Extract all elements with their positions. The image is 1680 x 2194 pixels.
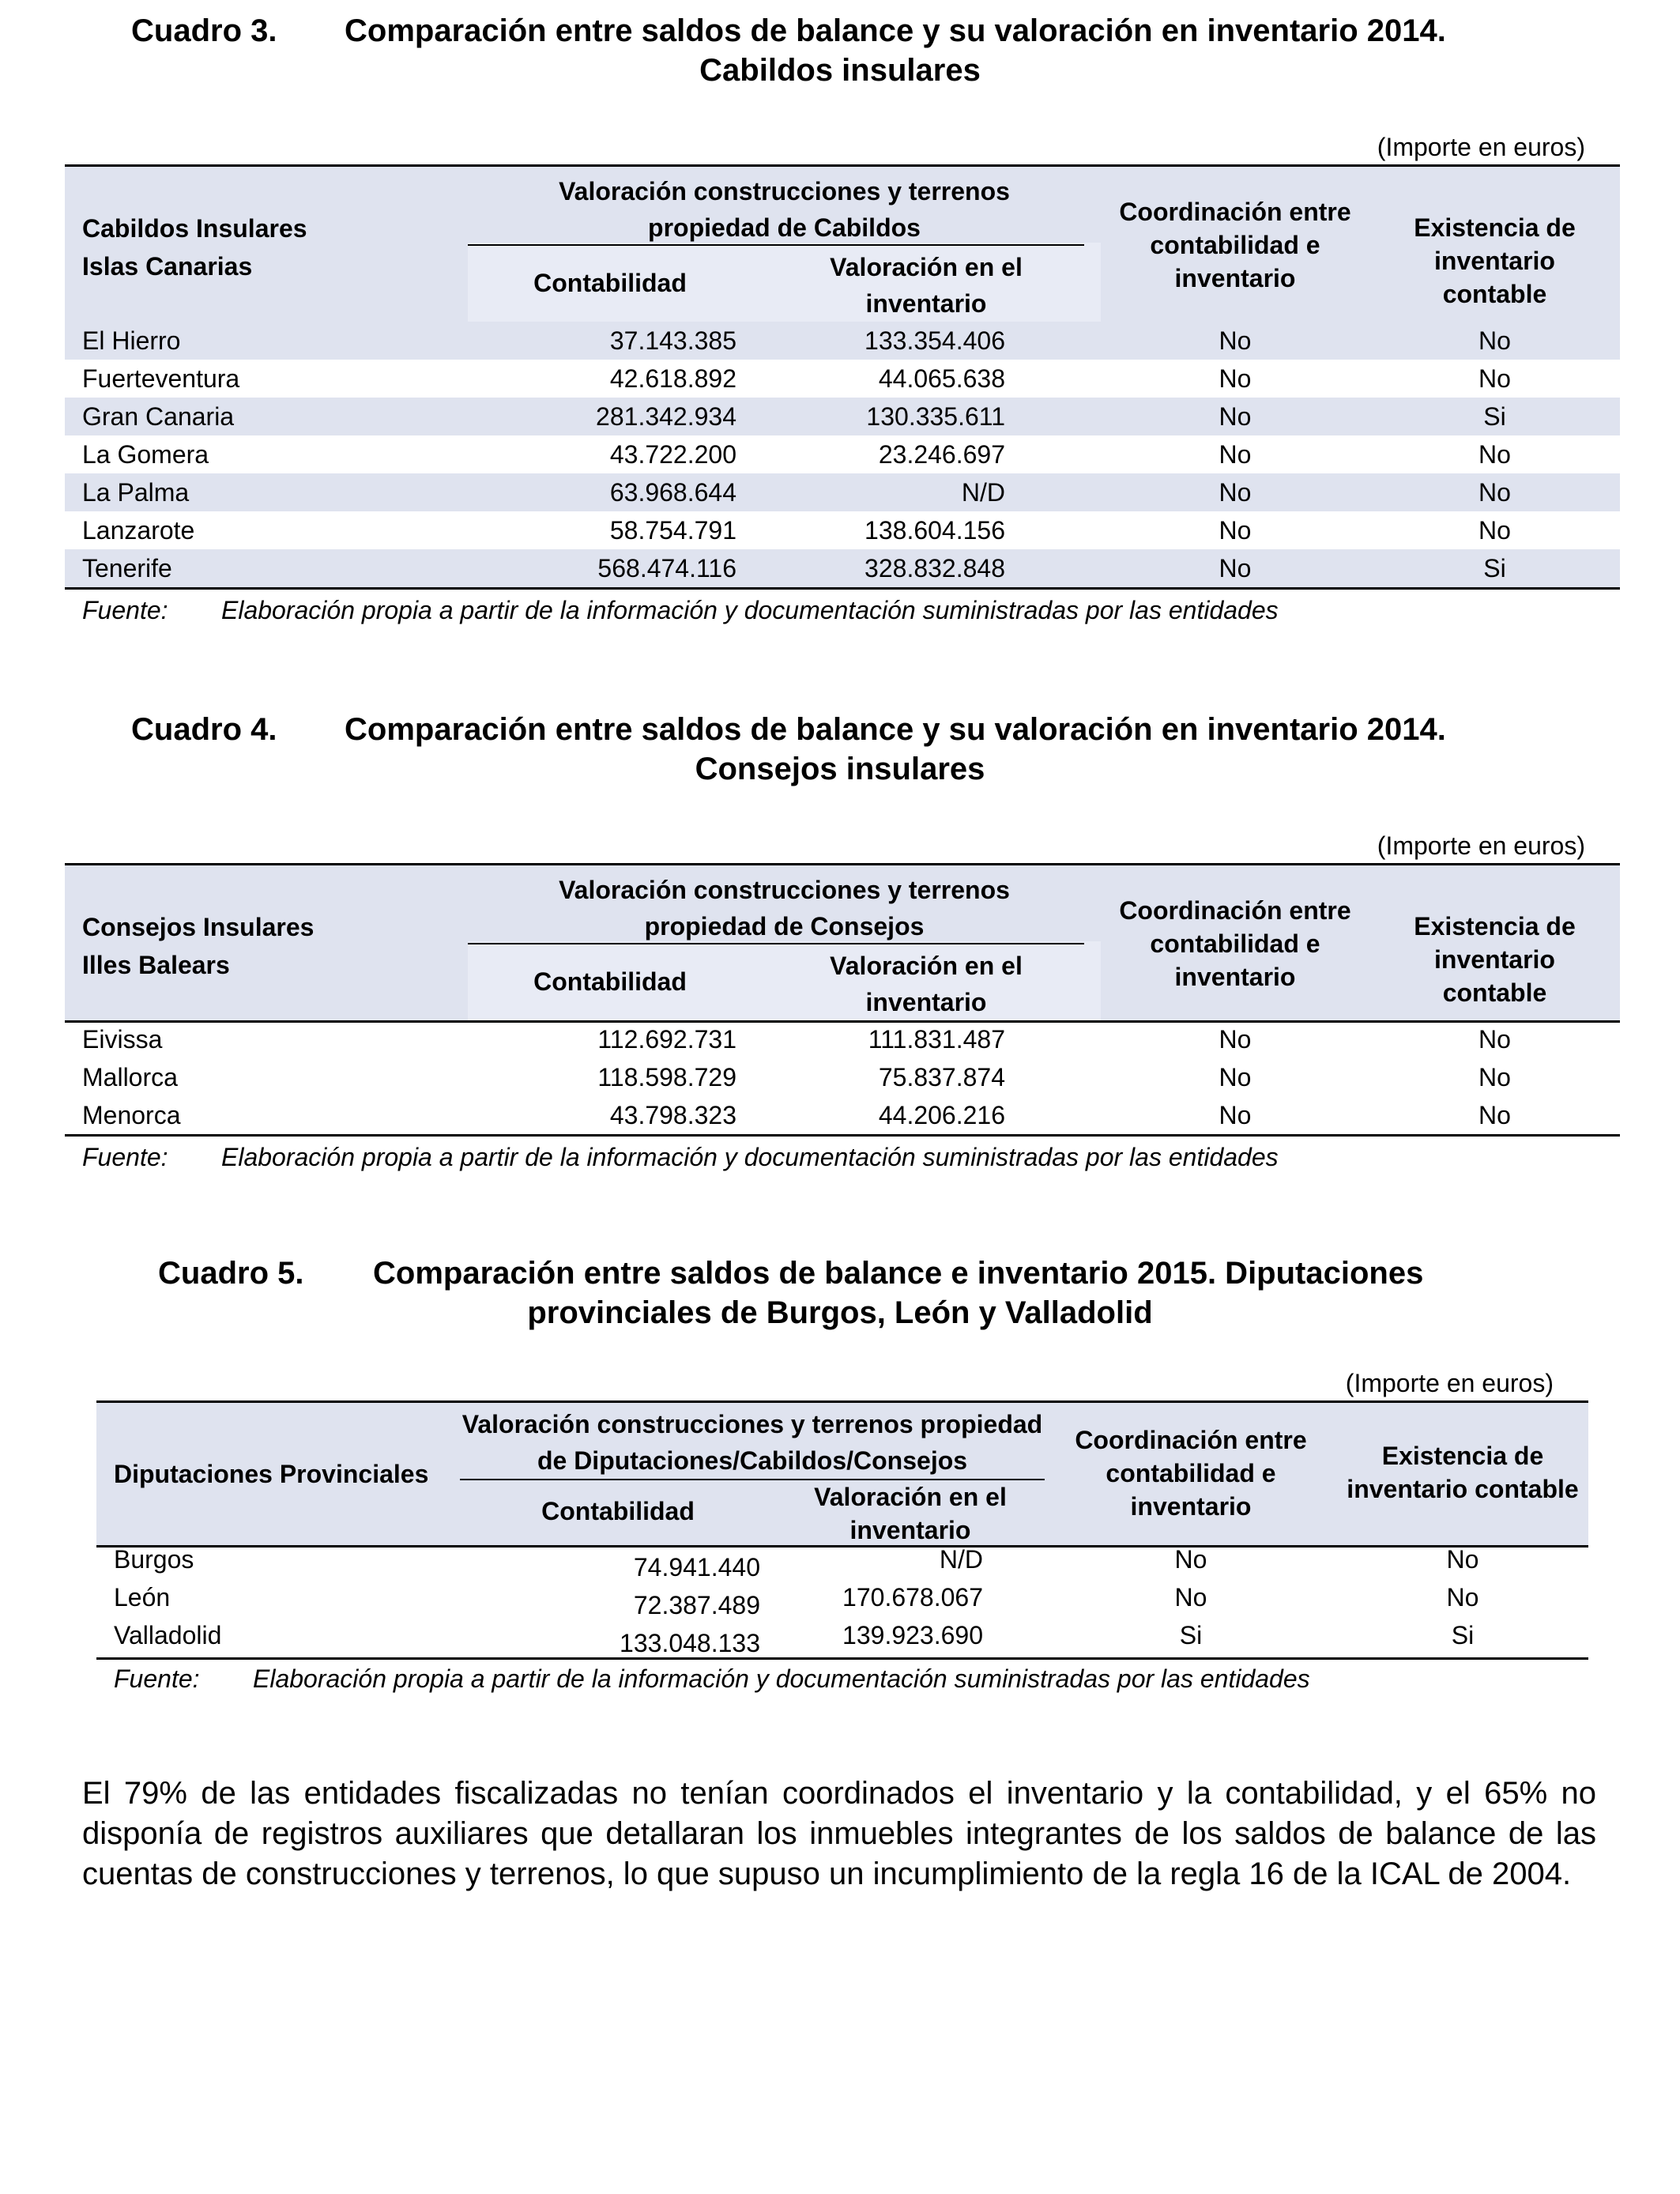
table-3-header — [65, 164, 1620, 324]
source-text: Elaboración propia a partir de la información y documentación suministradas por las entidades — [221, 596, 1279, 624]
table-3-title-line2: Cabildos insulares — [699, 53, 981, 88]
table-4-group-header: Valoración construcciones y terrenos propiedad de Consejos — [559, 876, 1010, 941]
row-coordinacion: No — [1174, 1583, 1207, 1612]
row-name: La Palma — [82, 478, 190, 507]
row-existencia: No — [1478, 1063, 1511, 1091]
row-valoracion: 44.206.216 — [878, 1101, 1005, 1129]
row-contabilidad: 74.941.440 — [633, 1553, 760, 1581]
row-valoracion: 111.831.487 — [868, 1025, 1005, 1054]
row-name: Burgos — [114, 1545, 194, 1574]
table-row — [65, 435, 1620, 473]
row-existencia: Si — [1483, 554, 1506, 582]
table-row — [96, 1621, 1588, 1659]
row-existencia: No — [1478, 1025, 1511, 1054]
table-5-source — [114, 1664, 1310, 1694]
table-4-entity-header: Consejos Insulares Illes Balears — [82, 913, 315, 979]
row-coordinacion: No — [1219, 402, 1252, 431]
table-5-unit: (Importe en euros) — [1345, 1369, 1554, 1397]
row-name: Mallorca — [82, 1063, 178, 1091]
row-valoracion: 133.354.406 — [864, 326, 1005, 355]
row-valoracion: 23.246.697 — [878, 440, 1005, 469]
row-contabilidad: 118.598.729 — [597, 1063, 736, 1091]
table-4-contabilidad-header: Contabilidad — [533, 967, 687, 996]
table-5-existencia-header: Existencia de inventario contable — [1347, 1442, 1579, 1503]
table-row — [65, 511, 1620, 549]
row-existencia: Si — [1483, 402, 1506, 431]
row-valoracion: N/D — [939, 1545, 983, 1574]
row-existencia: No — [1478, 1101, 1511, 1129]
table-3-coordinacion-header: Coordinación entre contabilidad e inventario — [1119, 198, 1351, 292]
table-3-title-line1: Comparación entre saldos de balance y su valoración en inventario 2014. — [345, 13, 1446, 48]
row-existencia: No — [1478, 478, 1511, 507]
row-name: Tenerife — [82, 554, 172, 582]
table-row — [65, 549, 1620, 587]
row-existencia: No — [1478, 364, 1511, 393]
table-row — [65, 1020, 1620, 1058]
row-coordinacion: Si — [1179, 1621, 1203, 1649]
row-valoracion: 138.604.156 — [864, 516, 1005, 545]
row-existencia: Si — [1451, 1621, 1475, 1649]
table-5-title-line1: Comparación entre saldos de balance e inventario 2015. Diputaciones — [373, 1256, 1424, 1291]
source-label: Fuente: — [114, 1664, 200, 1693]
row-existencia: No — [1446, 1583, 1479, 1612]
row-coordinacion: No — [1219, 554, 1252, 582]
source-text: Elaboración propia a partir de la información y documentación suministradas por las entidades — [221, 1143, 1279, 1171]
row-name: La Gomera — [82, 440, 209, 469]
row-valoracion: 75.837.874 — [878, 1063, 1005, 1091]
row-contabilidad: 37.143.385 — [609, 326, 736, 355]
row-existencia: No — [1478, 516, 1511, 545]
table-row — [65, 398, 1620, 435]
table-4-existencia-header: Existencia de inventario contable — [1414, 912, 1576, 1007]
row-name: Valladolid — [114, 1621, 222, 1649]
table-5-number: Cuadro 5. — [158, 1256, 304, 1291]
table-4-number: Cuadro 4. — [131, 712, 277, 747]
table-5-title-line2: provinciales de Burgos, León y Valladolid — [527, 1295, 1153, 1330]
row-coordinacion: No — [1219, 1025, 1252, 1054]
table-3-valoracion-header: Valoración en el inventario — [830, 253, 1023, 318]
table-4-header — [65, 863, 1620, 1023]
row-coordinacion: No — [1219, 440, 1252, 469]
row-coordinacion: No — [1219, 364, 1252, 393]
row-name: Menorca — [82, 1101, 181, 1129]
row-valoracion: 44.065.638 — [878, 364, 1005, 393]
row-valoracion: N/D — [961, 478, 1005, 507]
table-5-header — [96, 1400, 1588, 1547]
body-paragraph: El 79% de las entidades fiscalizadas no tenían coordinados el inventario y la contabilidad, y el 65% no disponía de registros auxiliares que detallaran los inmuebles integrantes de los saldos de balance de las cuentas de construcciones y terrenos, lo que supuso un incumplimiento de la regla 16 de la ICAL de 2004. — [82, 1776, 1596, 1891]
row-contabilidad: 568.474.116 — [597, 554, 736, 582]
row-name: Fuerteventura — [82, 364, 240, 393]
table-5-coordinacion-header: Coordinación entre contabilidad e inventario — [1075, 1426, 1307, 1521]
table-3-caption — [0, 11, 1680, 88]
table-4-caption — [0, 710, 1680, 786]
table-4-coordinacion-header: Coordinación entre contabilidad e inventario — [1119, 896, 1351, 991]
table-row — [65, 322, 1620, 360]
table-4-title-line2: Consejos insulares — [695, 752, 985, 786]
row-coordinacion: No — [1219, 1063, 1252, 1091]
row-contabilidad: 42.618.892 — [609, 364, 736, 393]
table-row — [65, 1058, 1620, 1096]
row-valoracion: 139.923.690 — [842, 1621, 983, 1649]
row-name: Lanzarote — [82, 516, 195, 545]
row-coordinacion: No — [1219, 326, 1252, 355]
table-row — [65, 1096, 1620, 1134]
table-4 — [65, 863, 1620, 1138]
table-4-title-line1: Comparación entre saldos de balance y su valoración en inventario 2014. — [345, 712, 1446, 747]
row-valoracion: 328.832.848 — [864, 554, 1005, 582]
table-4-source — [82, 1143, 1279, 1172]
row-contabilidad: 112.692.731 — [597, 1025, 736, 1054]
row-valoracion: 130.335.611 — [866, 402, 1005, 431]
table-row — [65, 473, 1620, 511]
row-coordinacion: No — [1219, 478, 1252, 507]
table-5-caption — [0, 1253, 1680, 1330]
row-valoracion: 170.678.067 — [842, 1583, 983, 1612]
row-existencia: No — [1478, 326, 1511, 355]
table-row — [96, 1545, 1588, 1583]
table-3 — [65, 164, 1620, 591]
row-coordinacion: No — [1219, 516, 1252, 545]
row-name: El Hierro — [82, 326, 181, 355]
row-name: Gran Canaria — [82, 402, 235, 431]
row-name: León — [114, 1583, 171, 1612]
row-contabilidad: 43.722.200 — [609, 440, 736, 469]
table-3-existencia-header: Existencia de inventario contable — [1414, 213, 1576, 308]
table-5-entity-header: Diputaciones Provinciales — [114, 1460, 429, 1488]
table-3-source — [82, 596, 1279, 625]
row-contabilidad: 58.754.791 — [609, 516, 736, 545]
row-contabilidad: 133.048.133 — [620, 1629, 760, 1657]
table-4-unit: (Importe en euros) — [1377, 831, 1585, 860]
row-contabilidad: 63.968.644 — [609, 478, 736, 507]
source-label: Fuente: — [82, 596, 168, 624]
row-coordinacion: No — [1174, 1545, 1207, 1574]
table-row — [96, 1583, 1588, 1621]
table-5-group-header: Valoración construcciones y terrenos propiedad de Diputaciones/Cabildos/Consejos — [461, 1410, 1043, 1475]
table-3-group-header: Valoración construcciones y terrenos propiedad de Cabildos — [559, 177, 1010, 242]
table-5 — [96, 1400, 1588, 1661]
table-5-valoracion-header: Valoración en el inventario — [814, 1483, 1007, 1544]
row-name: Eivissa — [82, 1025, 163, 1054]
table-4-valoracion-header: Valoración en el inventario — [830, 952, 1023, 1016]
table-3-entity-header: Cabildos Insulares Islas Canarias — [82, 214, 307, 281]
table-5-contabilidad-header: Contabilidad — [541, 1497, 695, 1525]
table-3-contabilidad-header: Contabilidad — [533, 269, 687, 297]
table-3-unit: (Importe en euros) — [1377, 133, 1585, 161]
row-contabilidad: 281.342.934 — [596, 402, 736, 431]
source-label: Fuente: — [82, 1143, 168, 1171]
row-contabilidad: 72.387.489 — [633, 1591, 760, 1619]
row-existencia: No — [1478, 440, 1511, 469]
row-coordinacion: No — [1219, 1101, 1252, 1129]
row-existencia: No — [1446, 1545, 1479, 1574]
table-3-number: Cuadro 3. — [131, 13, 277, 48]
row-contabilidad: 43.798.323 — [609, 1101, 736, 1129]
table-row — [65, 360, 1620, 398]
source-text: Elaboración propia a partir de la información y documentación suministradas por las entidades — [253, 1664, 1310, 1693]
